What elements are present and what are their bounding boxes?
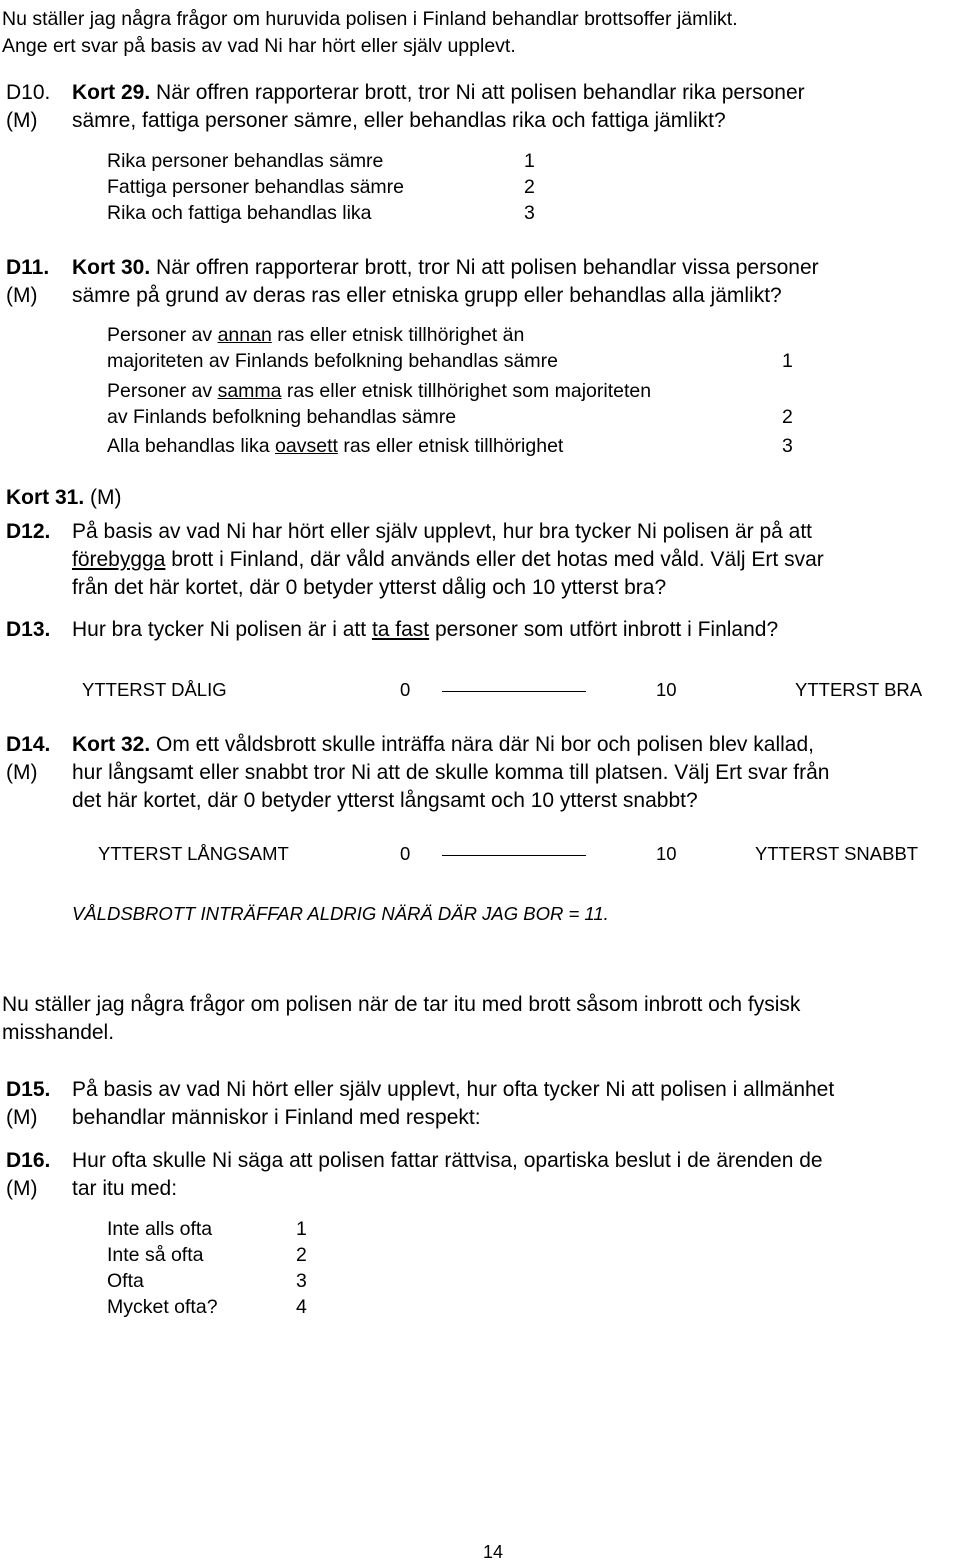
page-number: 14 — [483, 1542, 504, 1562]
option-code: 1 — [296, 1218, 307, 1240]
question-d10-line-2: sämre, fattiga personer sämre, eller behandlas rika och fattiga jämlikt? — [72, 109, 726, 132]
option-code: 3 — [782, 435, 793, 457]
option-label: Inte alls ofta — [107, 1218, 213, 1240]
question-d11-line-1 — [72, 254, 819, 282]
option-label: Alla behandlas lika oavsett ras eller etnisk tillhörighet — [107, 435, 564, 457]
question-id-d14: D14. — [6, 733, 51, 756]
scale-left-label: YTTERST LÅNGSAMT — [98, 843, 289, 864]
question-d14-line-3: det här kortet, där 0 betyder ytterst långsamt och 10 ytterst snabbt? — [72, 789, 698, 812]
option-code: 2 — [296, 1244, 307, 1266]
option-label-line-1: Personer av annan ras eller etnisk tillhörighet än — [107, 324, 525, 346]
option-label: Mycket ofta? — [107, 1296, 218, 1318]
question-mode-d11: (M) — [6, 284, 38, 307]
scale-left-label: YTTERST DÅLIG — [82, 679, 227, 700]
option-code: 1 — [782, 350, 793, 372]
question-id-d12: D12. — [6, 520, 51, 543]
option-label-line-1: Personer av samma ras eller etnisk tillhörighet som majoriteten — [107, 380, 652, 402]
question-d16-line-2: tar itu med: — [72, 1177, 178, 1200]
option-code: 2 — [782, 406, 793, 428]
question-id-d16: D16. — [6, 1149, 51, 1172]
scale-line — [442, 855, 586, 856]
option-label-line-2: majoriteten av Finlands befolkning behandlas sämre — [107, 350, 558, 372]
question-id-d11: D11. — [6, 256, 50, 279]
intro-line-2: Ange ert svar på basis av vad Ni har hört eller själv upplevt. — [2, 35, 516, 57]
question-d11-line-2: sämre på grund av deras ras eller etniska grupp eller behandlas alla jämlikt? — [72, 284, 782, 307]
option-code: 4 — [296, 1296, 307, 1318]
scale-right-label: YTTERST BRA — [795, 679, 923, 700]
question-d12-line-3: från det här kortet, där 0 betyder ytterst dålig och 10 ytterst bra? — [72, 576, 667, 599]
question-d14-line-2: hur långsamt eller snabbt tror Ni att de skulle komma till platsen. Välj Ert svar från — [72, 761, 830, 784]
scale-line — [442, 691, 586, 692]
option-label: Rika personer behandlas sämre — [107, 150, 384, 172]
question-d16-line-1: Hur ofta skulle Ni säga att polisen fattar rättvisa, opartiska beslut i de ärenden de — [72, 1149, 823, 1172]
option-code: 3 — [296, 1270, 307, 1292]
question-id-d13: D13. — [6, 618, 51, 641]
question-text: När offren rapporterar brott, tror Ni att polisen behandlar rika personer — [150, 81, 805, 104]
kort-label: Kort 29. — [72, 81, 151, 104]
question-id-d15: D15. — [6, 1078, 51, 1101]
question-d12-line-2: förebygga brott i Finland, där våld används eller det hotas med våld. Välj Ert svar — [72, 548, 824, 571]
scale-right-label: YTTERST SNABBT — [755, 843, 919, 864]
question-d10-line-1 — [72, 79, 805, 107]
scale-max: 10 — [656, 843, 677, 864]
intro-line-1: Nu ställer jag några frågor om huruvida polisen i Finland behandlar brottsoffer jämlikt. — [2, 8, 738, 30]
question-d13-text: Hur bra tycker Ni polisen är i att ta fast personer som utfört inbrott i Finland? — [72, 618, 779, 641]
option-label: Fattiga personer behandlas sämre — [107, 176, 405, 198]
intro2-line-2: misshandel. — [2, 1021, 115, 1044]
option-label: Rika och fattiga behandlas lika — [107, 202, 372, 224]
option-label: Ofta — [107, 1270, 144, 1292]
question-text: När offren rapporterar brott, tror Ni att polisen behandlar vissa personer — [150, 256, 819, 279]
kort-label: Kort 30. — [72, 256, 151, 279]
option-code: 3 — [524, 202, 535, 224]
question-mode-d14: (M) — [6, 761, 38, 784]
question-mode-d10: (M) — [6, 109, 38, 132]
kort-31-heading: Kort 31. (M) — [6, 486, 122, 509]
question-id-d10: D10. — [6, 81, 51, 104]
instruction-note: VÅLDSBROTT INTRÄFFAR ALDRIG NÄRÄ DÄR JAG BOR = 11. — [72, 903, 609, 924]
scale-max: 10 — [656, 679, 677, 700]
scale-min: 0 — [400, 679, 411, 700]
question-d14-line-1: Kort 32. Om ett våldsbrott skulle inträffa nära där Ni bor och polisen blev kallad, — [72, 733, 814, 756]
question-d15-line-1: På basis av vad Ni hört eller själv upplevt, hur ofta tycker Ni att polisen i allmänhet — [72, 1078, 835, 1101]
question-mode-d15: (M) — [6, 1106, 38, 1129]
intro2-line-1: Nu ställer jag några frågor om polisen när de tar itu med brott såsom inbrott och fysisk — [2, 993, 801, 1016]
scale-min: 0 — [400, 843, 411, 864]
option-code: 2 — [524, 176, 535, 198]
option-code: 1 — [524, 150, 535, 172]
option-label-line-2: av Finlands befolkning behandlas sämre — [107, 406, 457, 428]
question-d12-line-1: På basis av vad Ni har hört eller själv upplevt, hur bra tycker Ni polisen är på att — [72, 520, 813, 543]
kort-label: Kort 32. — [72, 733, 151, 756]
question-d15-line-2: behandlar människor i Finland med respekt: — [72, 1106, 481, 1129]
option-label: Inte så ofta — [107, 1244, 204, 1266]
question-mode-d16: (M) — [6, 1177, 38, 1200]
